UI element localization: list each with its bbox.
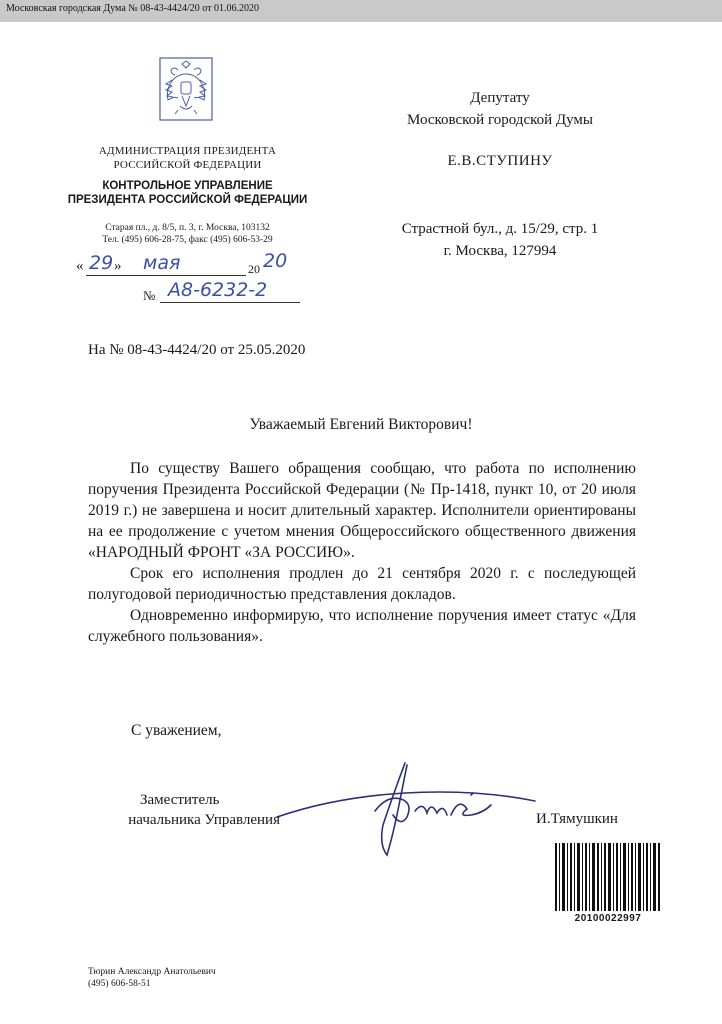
recipient-name: Е.В.СТУПИНУ xyxy=(447,153,553,169)
sender-org-line2: РОССИЙСКОЙ ФЕДЕРАЦИИ xyxy=(113,159,262,171)
executor-name: Тюрин Александр Анатольевич xyxy=(88,967,216,977)
greeting: Уважаемый Евгений Викторович! xyxy=(249,416,473,433)
barcode-icon xyxy=(555,843,661,911)
outgoing-number: А8-6232-2 xyxy=(168,279,268,301)
coat-of-arms-icon xyxy=(158,56,214,122)
reference-number: На № 08-43-4424/20 от 25.05.2020 xyxy=(88,342,306,358)
signatory-position-line2: начальника Управления xyxy=(128,812,280,828)
signature-icon xyxy=(275,755,545,865)
recipient-position xyxy=(360,87,640,131)
recipient-line2: Московской городской Думы xyxy=(406,112,594,128)
executor-info xyxy=(88,966,216,990)
letter-body xyxy=(88,458,636,647)
date-year-suffix: 20 xyxy=(263,250,288,272)
date-close-quote: » xyxy=(114,258,122,274)
date-open-quote: « xyxy=(76,258,84,274)
sender-dept-line2: ПРЕЗИДЕНТА РОССИЙСКОЙ ФЕДЕРАЦИИ xyxy=(67,194,308,206)
paragraph: По существу Вашего обращения сообщаю, что работа по исполнению поручения Президента Российской Федерации (№ Пр-1418, пункт 10, от 20 июля 2019 г.) не завершена и носит длительный характер. Исполнители ориентированы на ее продолжение с учетом мнения Общероссийского общественного движения «НАРОДНЫЙ ФРОНТ «ЗА РОССИЮ». xyxy=(88,460,636,561)
paragraph: Срок его исполнения продлен до 21 сентября 2020 г. с последующей полугодовой периодичностью представления докладов. xyxy=(88,565,636,603)
barcode-number: 20100022997 xyxy=(574,913,642,924)
sender-phone: Тел. (495) 606-28-75, факс (495) 606-53-29 xyxy=(102,235,273,245)
recipient-addr1: Страстной бул., д. 15/29, стр. 1 xyxy=(401,221,599,237)
recipient-line1: Депутату xyxy=(470,90,530,106)
signatory-name: И.Тямушкин xyxy=(536,811,618,827)
number-label: № xyxy=(143,288,156,303)
signatory-position xyxy=(90,790,280,830)
document-header-bar xyxy=(0,0,722,22)
paragraph: Одновременно информирую, что исполнение поручения имеет статус «Для служебного пользования». xyxy=(88,607,636,645)
recipient-addr2: г. Москва, 127994 xyxy=(443,243,557,259)
sender-contacts xyxy=(60,222,315,246)
sender-address: Старая пл., д. 8/5, п. 3, г. Москва, 103132 xyxy=(105,223,270,233)
date-day: 29 xyxy=(89,252,114,274)
number-underline xyxy=(160,302,300,303)
header-bar-text: Московская городская Дума № 08-43-4424/20 от 01.06.2020 xyxy=(6,3,259,14)
sender-organization xyxy=(60,144,315,172)
recipient-address xyxy=(360,218,640,262)
date-year-prefix: 20 xyxy=(248,262,260,276)
sender-department xyxy=(60,179,315,207)
date-month: мая xyxy=(143,252,181,274)
date-underline xyxy=(86,275,246,276)
signatory-position-line1: Заместитель xyxy=(140,792,220,808)
executor-phone: (495) 606-58-51 xyxy=(88,979,151,989)
sender-dept-line1: КОНТРОЛЬНОЕ УПРАВЛЕНИЕ xyxy=(102,180,273,192)
closing: С уважением, xyxy=(131,722,222,739)
sender-org-line1: АДМИНИСТРАЦИЯ ПРЕЗИДЕНТА xyxy=(98,145,277,157)
